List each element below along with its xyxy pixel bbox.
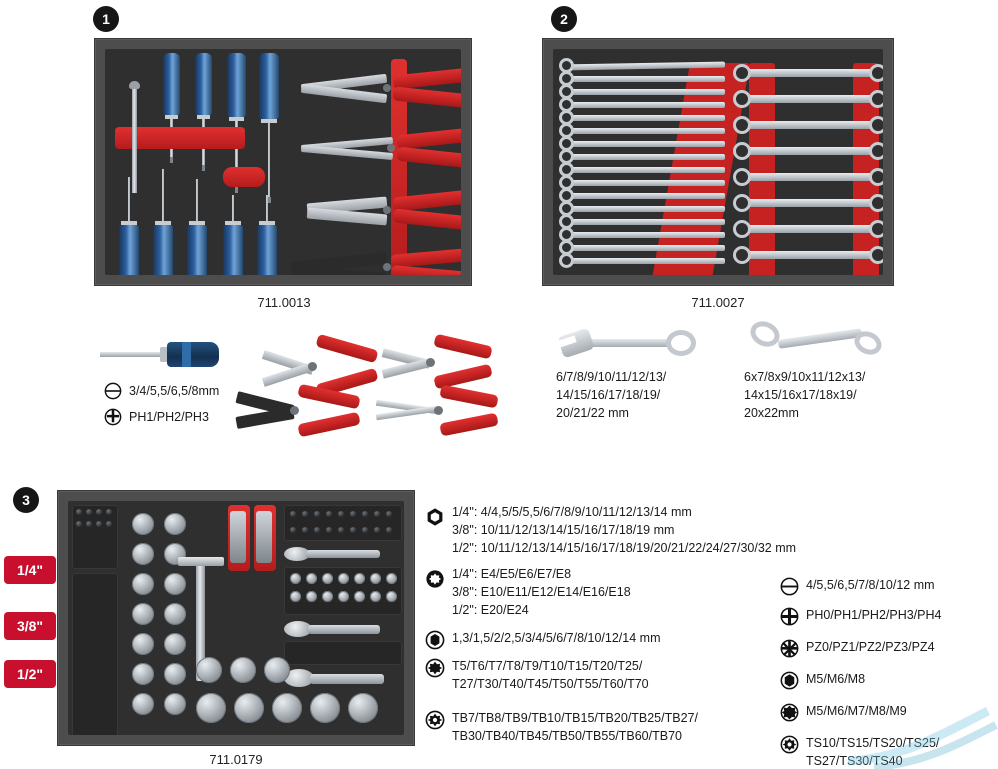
- detail-water-pump-pliers: [236, 388, 360, 440]
- spec-text: 20/21/22 mm: [556, 406, 629, 420]
- module-badge-2: 2: [551, 6, 577, 32]
- spec-text: 6/7/8/9/10/11/12/13/: [556, 370, 667, 384]
- ratchet: [284, 669, 384, 687]
- legend-line: 1/4": E4/E5/E6/E7/E8: [452, 567, 572, 581]
- drive-label-three-eighth: 3/8": [4, 612, 56, 640]
- legend-line: 3/8": 10/11/12/13/14/15/16/17/18/19 mm: [452, 523, 675, 537]
- screwdriver: [153, 169, 173, 275]
- phillips-icon: [780, 607, 799, 626]
- spec-text: 3/4/5,5/6,5/8mm: [129, 384, 220, 398]
- long-nose-pliers: [301, 127, 461, 169]
- screwdriver: [223, 195, 243, 275]
- legend-line: 1/2": 10/11/12/13/14/15/16/17/18/19/20/21/22/24/27/30/32 mm: [452, 541, 797, 555]
- legend-line: M5/M6/M8: [806, 672, 866, 686]
- legend-line: TB7/TB8/TB9/TB10/TB15/TB20/TB25/TB27/: [452, 711, 698, 725]
- legend-line: PH0/PH1/PH2/PH3/PH4: [806, 608, 942, 622]
- spline-bit-icon: [780, 703, 799, 722]
- pozidriv-icon: [780, 639, 799, 658]
- screwdriver: [187, 179, 207, 275]
- socket-tall: [230, 511, 246, 563]
- spec-row: [104, 382, 219, 400]
- detail-ring-wrench: [744, 318, 904, 360]
- tray-1-foam: [105, 49, 461, 275]
- bit-array: [284, 641, 402, 665]
- socket-block: [72, 573, 118, 735]
- detail-combination-wrench: [556, 326, 706, 360]
- ratchet: [284, 621, 380, 637]
- spec-row: [104, 408, 219, 426]
- module-2-spec-right: [744, 368, 865, 422]
- module-badge-3: 3: [13, 487, 39, 513]
- legend-line: TS10/TS15/TS20/TS25/: [806, 736, 940, 750]
- screwdriver: [195, 53, 212, 171]
- legend-line: 1/2": E20/E24: [452, 603, 529, 617]
- torx-tamper-bit-icon: [425, 710, 445, 730]
- phillips-icon: [104, 408, 122, 426]
- legend-line: M5/M6/M7/M8/M9: [806, 704, 907, 718]
- module-1-spec-list: [104, 382, 219, 426]
- caption-module-3: 711.0179: [209, 752, 263, 767]
- sliding-t-handle: [178, 557, 224, 566]
- module-badge-1: 1: [93, 6, 119, 32]
- tray-module-2: [542, 38, 894, 286]
- screwdriver: [257, 195, 277, 275]
- tray-module-3: [57, 490, 415, 746]
- drive-label-half: 1/2": [4, 660, 56, 688]
- tray-module-1: [94, 38, 472, 286]
- spec-text: 20x22mm: [744, 406, 799, 420]
- legend-line: T27/T30/T40/T45/T50/T55/T60/T70: [452, 677, 649, 691]
- legend-line: T5/T6/T7/T8/T9/T10/T15/T20/T25/: [452, 659, 643, 673]
- legend-line: 3/8": E10/E11/E12/E14/E16/E18: [452, 585, 631, 599]
- watermark-swoosh: [838, 699, 998, 769]
- slotted-icon: [780, 577, 799, 596]
- legend-line: 1/4": 4/4,5/5/5,5/6/7/8/9/10/11/12/13/14 mm: [452, 505, 692, 519]
- drive-label-quarter: 1/4": [4, 556, 56, 584]
- tray-2-foam: [553, 49, 883, 275]
- torx-tamper-icon: [780, 735, 799, 754]
- spec-text: 14/15/16/17/18/19/: [556, 388, 661, 402]
- module-2-spec-left: [556, 368, 666, 422]
- combination-pliers: [301, 67, 461, 109]
- hex-socket-icon: [425, 507, 445, 527]
- legend-line: 4/5,5/6,5/7/8/10/12 mm: [806, 578, 935, 592]
- legend-line: PZ0/PZ1/PZ2/PZ3/PZ4: [806, 640, 935, 654]
- caption-module-1: 711.0013: [257, 295, 311, 310]
- slotted-icon: [104, 382, 122, 400]
- detail-long-nose-pliers: [376, 386, 498, 438]
- bit-array: [284, 505, 402, 541]
- foam-holder-clip: [223, 167, 265, 187]
- legend-line: TS27/TS30/TS40: [806, 754, 903, 768]
- side-cutter-pliers: [301, 189, 461, 231]
- ratchet: [284, 547, 380, 561]
- spec-text: 6x7/8x9/10x11/12x13/: [744, 370, 866, 384]
- legend-line: TB30/TB40/TB45/TB50/TB55/TB60/TB70: [452, 729, 682, 743]
- hex-bit-icon: [425, 630, 445, 650]
- detail-screwdriver: [100, 340, 220, 370]
- torx-bit-icon: [425, 658, 445, 678]
- caption-module-2: 711.0027: [691, 295, 745, 310]
- screwdriver: [119, 177, 139, 275]
- water-pump-pliers: [291, 247, 461, 275]
- hex-bit-small-icon: [780, 671, 799, 690]
- legend-line: 1,3/1,5/2/2,5/3/4/5/6/7/8/10/12/14 mm: [452, 631, 661, 645]
- spec-text: 14x15/16x17/18x19/: [744, 388, 857, 402]
- tray-3-foam: [68, 501, 404, 735]
- spec-text: PH1/PH2/PH3: [129, 410, 209, 424]
- torx-socket-icon: [425, 569, 445, 589]
- socket-tall: [256, 511, 272, 563]
